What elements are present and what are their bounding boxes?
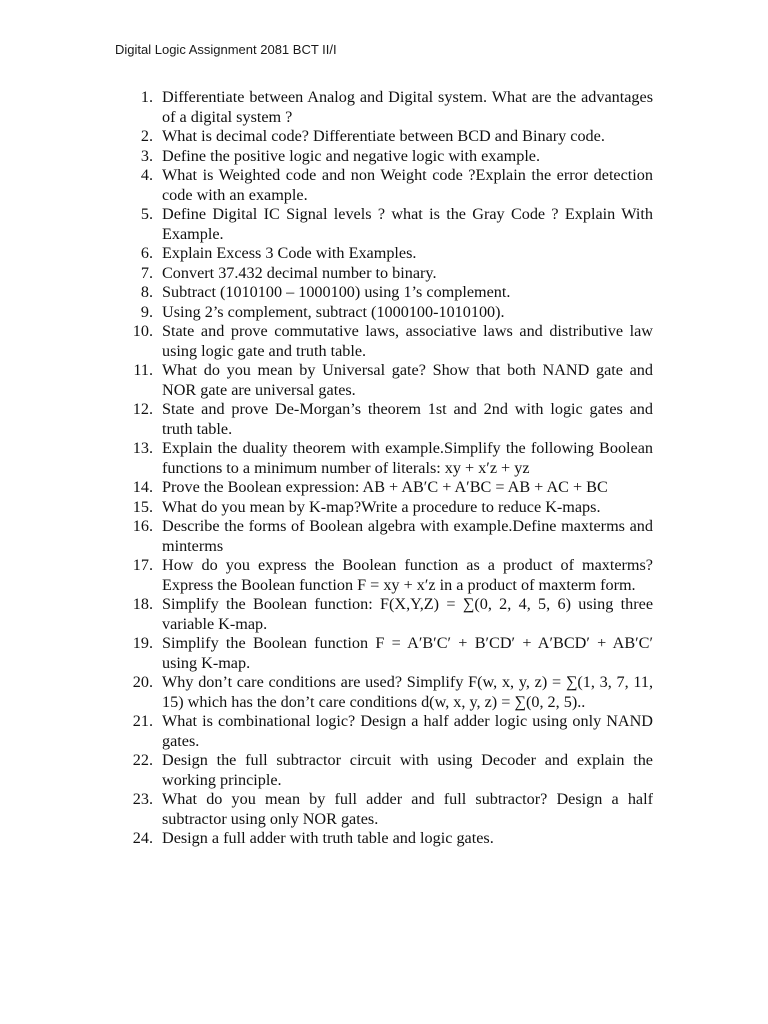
question-number: 16. [132,517,153,535]
question-number: 21. [132,712,153,730]
question-text: Using 2’s complement, subtract (1000100-1010100). [162,302,505,321]
question-number: 6. [140,244,153,262]
question-text: Design the full subtractor circuit with using Decoder and explain the working principle. [162,751,653,789]
question-item [118,205,653,244]
question-text: State and prove De-Morgan’s theorem 1st and 2nd with logic gates and truth table. [162,400,653,438]
question-text: Describe the forms of Boolean algebra with example.Define maxterms and minterms [162,517,653,555]
question-text: Simplify the Boolean function: F(X,Y,Z) = ∑(0, 2, 4, 5, 6) using three variable K-map. [162,595,653,633]
question-text: What is combinational logic? Design a half adder logic using only NAND gates. [162,712,653,750]
question-text: Subtract (1010100 – 1000100) using 1’s complement. [162,283,511,301]
question-text: Design a full adder with truth table and logic gates. [162,829,494,847]
question-item [118,244,653,264]
question-number: 4. [140,166,153,184]
question-number: 24. [132,829,153,847]
question-item [118,712,653,751]
question-number: 10. [132,322,153,340]
question-number: 23. [132,790,153,808]
question-item [118,790,653,829]
question-number: 8. [140,283,153,301]
question-number: 18. [132,595,153,613]
question-item [118,127,653,147]
question-item [118,751,653,790]
question-text: Simplify the Boolean function F = A′B′C′ + B′CD′ + A′BCD′ + AB′C′ using K-map. [162,634,653,672]
question-text: Define Digital IC Signal levels ? what is the Gray Code ? Explain With Example. [162,205,653,243]
question-number: 11. [133,361,153,379]
question-item [118,303,653,323]
question-text: Differentiate between Analog and Digital system. What are the advantages of a digital system ? [162,88,653,126]
question-number: 17. [132,556,153,574]
question-number: 19. [132,634,153,652]
document-header: Digital Logic Assignment 2081 BCT II/I [115,42,337,57]
question-number: 2. [140,127,153,145]
question-number: 14. [132,478,153,496]
question-text: What do you mean by K-map?Write a procedure to reduce K-maps. [162,497,601,516]
question-item [118,517,653,556]
question-item [118,361,653,400]
question-text: Explain Excess 3 Code with Examples. [162,244,417,262]
question-item [118,147,653,167]
question-number: 20. [132,673,153,691]
question-item [118,264,653,284]
question-item [118,400,653,439]
question-item [118,556,653,595]
question-number: 1. [140,88,153,106]
question-item [118,478,653,498]
question-item [118,498,653,518]
question-text: Why don’t care conditions are used? Simplify F(w, x, y, z) = ∑(1, 3, 7, 11, 15) which has the don’t care conditions d(w, x, y, z) = ∑(0, 2, 5).. [162,673,653,711]
question-text: Convert 37.432 decimal number to binary. [162,263,437,282]
question-text: What is decimal code? Differentiate between BCD and Binary code. [162,127,605,145]
question-number: 13. [132,439,153,457]
question-item [118,829,653,849]
question-text: How do you express the Boolean function as a product of maxterms? Express the Boolean function F = xy + x′z in a product of maxterm form. [162,556,653,594]
question-text: What do you mean by full adder and full subtractor? Design a half subtractor using only NOR gates. [162,790,653,828]
question-number: 22. [132,751,153,769]
question-item [118,88,653,127]
question-text: Prove the Boolean expression: AB + AB′C + A′BC = AB + AC + BC [162,478,608,496]
question-text: Explain the duality theorem with example.Simplify the following Boolean functions to a minimum number of literals: xy + x′z + yz [162,439,653,477]
question-list [118,88,653,849]
question-text: What do you mean by Universal gate? Show that both NAND gate and NOR gate are universal gates. [162,361,653,399]
question-item [118,673,653,712]
question-item [118,439,653,478]
question-number: 12. [132,400,153,418]
question-item [118,166,653,205]
question-number: 5. [140,205,153,223]
question-number: 15. [132,497,153,516]
question-text: What is Weighted code and non Weight code ?Explain the error detection code with an example. [162,166,653,204]
question-text: Define the positive logic and negative logic with example. [162,146,541,165]
question-item [118,634,653,673]
question-item [118,283,653,303]
question-item [118,595,653,634]
question-item [118,322,653,361]
question-number: 7. [140,263,153,282]
question-text: State and prove commutative laws, associative laws and distributive law using logic gate and truth table. [162,322,653,360]
question-number: 3. [140,146,153,165]
question-number: 9. [140,302,153,321]
